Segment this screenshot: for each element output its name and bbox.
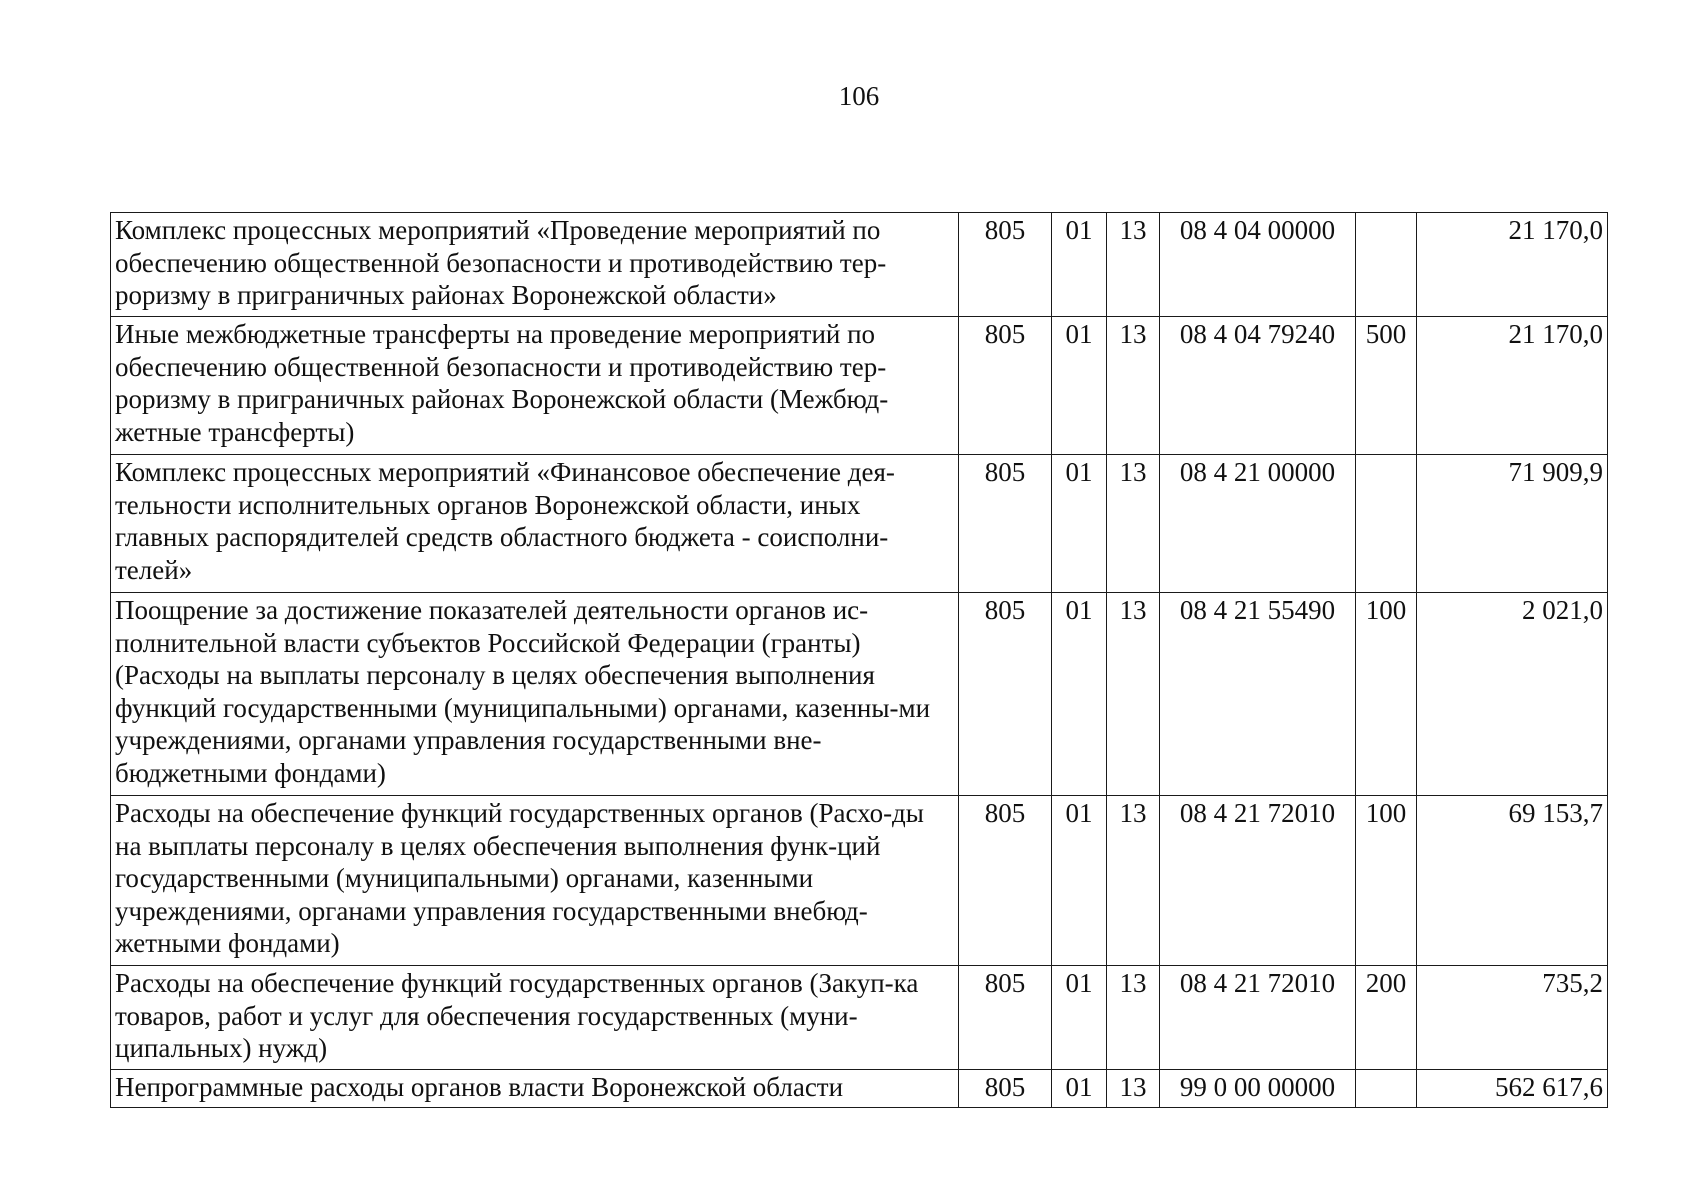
row-ved-code: 805 xyxy=(959,796,1052,966)
row-name: Поощрение за достижение показателей деятельности органов ис-полнительной власти субъектов Российской Федерации (гранты) (Расходы на выплаты персоналу в целях обеспечения выполнения функций государственными (муниципальными) органами, казенны-ми учреждениями, органами управления государственными вне-бюджетными фондами) xyxy=(111,593,959,796)
table-row xyxy=(111,1070,1608,1108)
budget-table xyxy=(110,212,1608,1108)
row-section-code: 01 xyxy=(1052,796,1107,966)
row-section-code: 01 xyxy=(1052,317,1107,455)
row-subsection-code: 13 xyxy=(1107,593,1160,796)
row-ved-code: 805 xyxy=(959,593,1052,796)
row-sum: 21 170,0 xyxy=(1417,213,1608,317)
row-sum: 71 909,9 xyxy=(1417,455,1608,593)
row-target-item-code: 99 0 00 00000 xyxy=(1160,1070,1356,1108)
row-expense-type-code: 100 xyxy=(1356,593,1417,796)
row-name: Комплекс процессных мероприятий «Проведение мероприятий по обеспечению общественной безопасности и противодействию тер-роризму в приграничных районах Воронежской области» xyxy=(111,213,959,317)
row-subsection-code: 13 xyxy=(1107,1070,1160,1108)
row-ved-code: 805 xyxy=(959,455,1052,593)
row-sum: 562 617,6 xyxy=(1417,1070,1608,1108)
row-target-item-code: 08 4 21 00000 xyxy=(1160,455,1356,593)
row-name: Расходы на обеспечение функций государственных органов (Расхо-ды на выплаты персоналу в целях обеспечения выполнения функ-ций государственными (муниципальными) органами, казенными учреждениями, органами управления государственными внебюд-жетными фондами) xyxy=(111,796,959,966)
row-expense-type-code xyxy=(1356,213,1417,317)
row-ved-code: 805 xyxy=(959,966,1052,1070)
row-target-item-code: 08 4 04 00000 xyxy=(1160,213,1356,317)
row-name: Расходы на обеспечение функций государственных органов (Закуп-ка товаров, работ и услуг для обеспечения государственных (муни-ципальных) нужд) xyxy=(111,966,959,1070)
table-row xyxy=(111,966,1608,1070)
row-sum: 21 170,0 xyxy=(1417,317,1608,455)
row-name: Комплекс процессных мероприятий «Финансовое обеспечение дея-тельности исполнительных органов Воронежской области, иных главных распорядителей средств областного бюджета - соисполни-телей» xyxy=(111,455,959,593)
row-target-item-code: 08 4 21 72010 xyxy=(1160,966,1356,1070)
row-section-code: 01 xyxy=(1052,966,1107,1070)
row-ved-code: 805 xyxy=(959,317,1052,455)
row-target-item-code: 08 4 21 55490 xyxy=(1160,593,1356,796)
row-section-code: 01 xyxy=(1052,1070,1107,1108)
row-subsection-code: 13 xyxy=(1107,455,1160,593)
page-number: 106 xyxy=(838,81,880,111)
row-sum: 69 153,7 xyxy=(1417,796,1608,966)
row-sum: 735,2 xyxy=(1417,966,1608,1070)
row-expense-type-code: 200 xyxy=(1356,966,1417,1070)
row-name: Непрограммные расходы органов власти Воронежской области xyxy=(111,1070,959,1108)
row-expense-type-code: 100 xyxy=(1356,796,1417,966)
row-subsection-code: 13 xyxy=(1107,796,1160,966)
table-row xyxy=(111,455,1608,593)
row-name: Иные межбюджетные трансферты на проведение мероприятий по обеспечению общественной безопасности и противодействию тер-роризму в приграничных районах Воронежской области (Межбюд-жетные трансферты) xyxy=(111,317,959,455)
row-section-code: 01 xyxy=(1052,593,1107,796)
row-expense-type-code xyxy=(1356,1070,1417,1108)
row-target-item-code: 08 4 21 72010 xyxy=(1160,796,1356,966)
row-target-item-code: 08 4 04 79240 xyxy=(1160,317,1356,455)
row-ved-code: 805 xyxy=(959,213,1052,317)
row-sum: 2 021,0 xyxy=(1417,593,1608,796)
table-row xyxy=(111,593,1608,796)
row-subsection-code: 13 xyxy=(1107,966,1160,1070)
table-row xyxy=(111,213,1608,317)
row-section-code: 01 xyxy=(1052,213,1107,317)
row-subsection-code: 13 xyxy=(1107,213,1160,317)
row-expense-type-code xyxy=(1356,455,1417,593)
row-expense-type-code: 500 xyxy=(1356,317,1417,455)
row-section-code: 01 xyxy=(1052,455,1107,593)
table-row xyxy=(111,796,1608,966)
row-subsection-code: 13 xyxy=(1107,317,1160,455)
row-ved-code: 805 xyxy=(959,1070,1052,1108)
table-row xyxy=(111,317,1608,455)
